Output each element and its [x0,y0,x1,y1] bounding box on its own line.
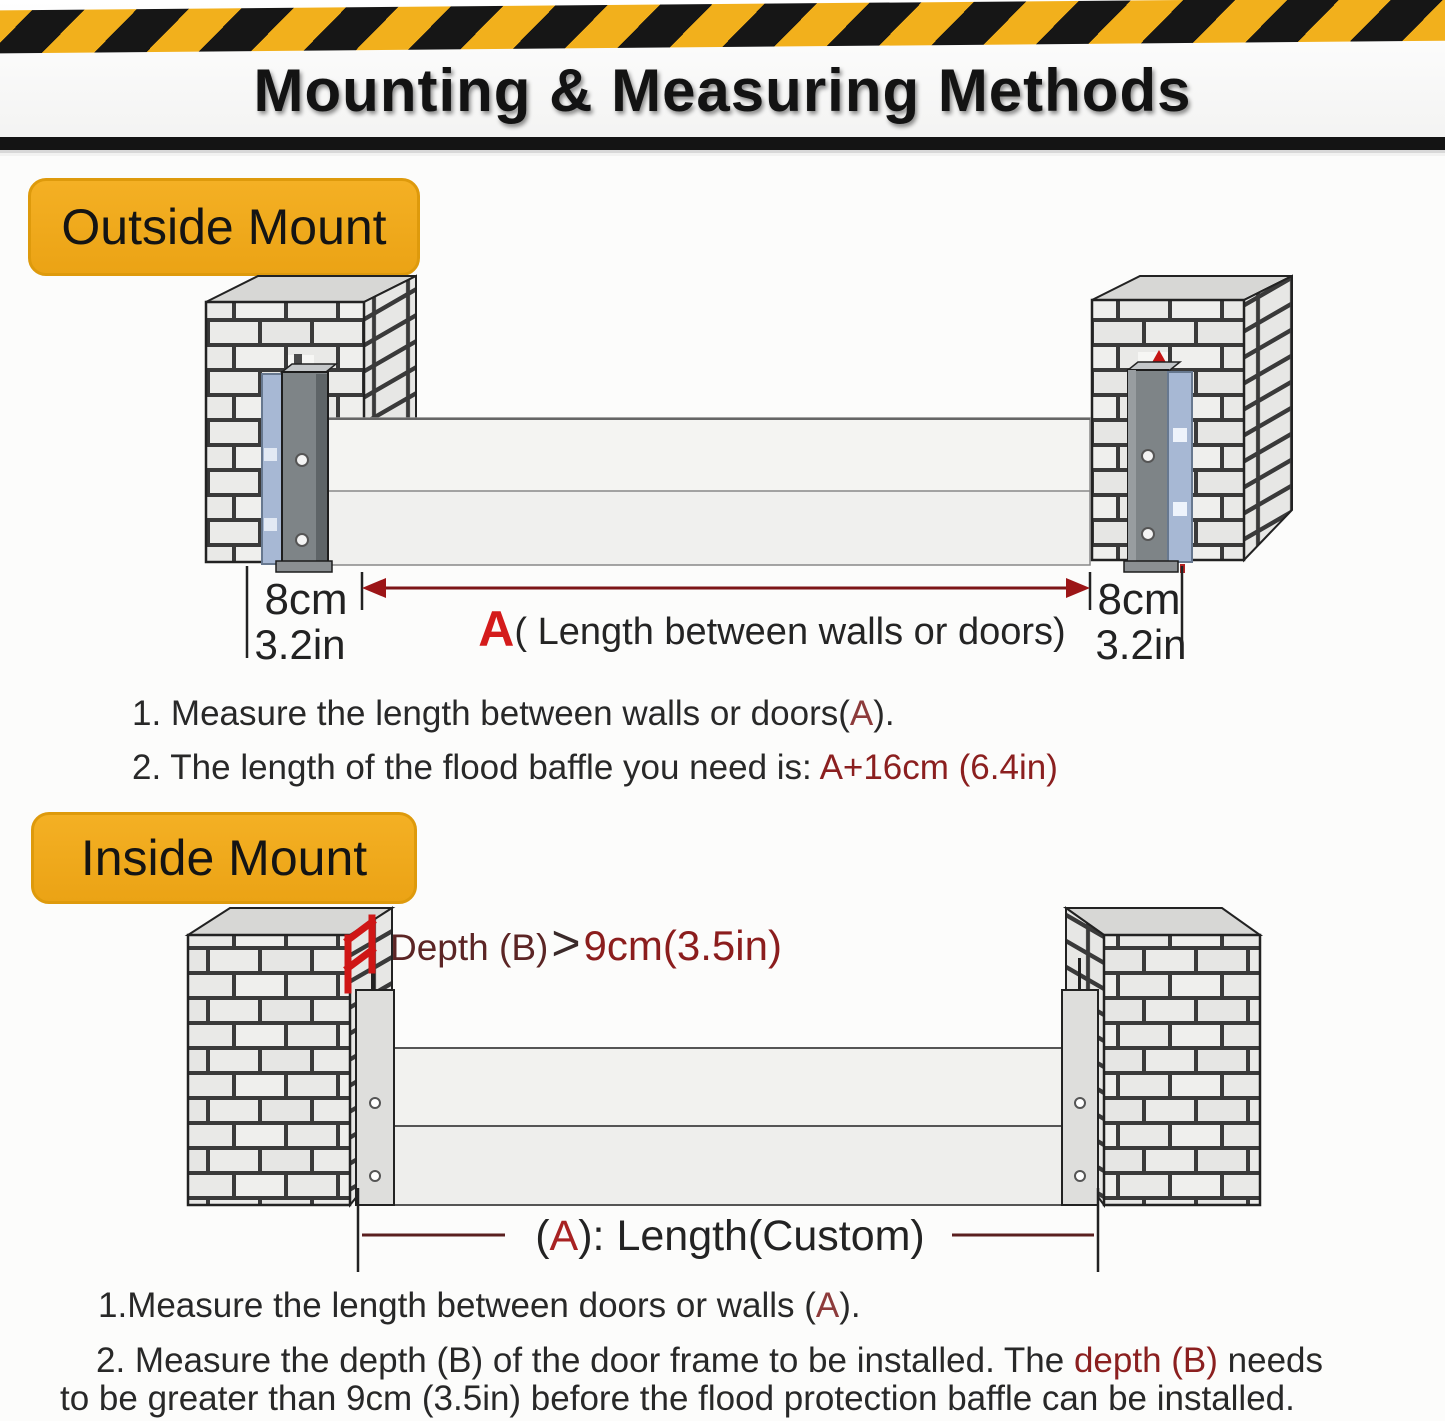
custom-length-caption [480,1212,980,1261]
step-formula: A+16cm (6.4in) [819,748,1058,787]
channel-mark [264,518,277,531]
caption-open: ( [535,1212,550,1260]
outside-mount-label: Outside Mount [28,178,420,276]
inside-right-bracket [1062,958,1098,1205]
screw-hole [296,534,308,546]
channel-mark [1173,502,1187,516]
blue-channel [262,374,282,564]
inside-left-bracket [356,970,394,1205]
screw-hole [1142,528,1154,540]
length-letter: A [478,601,515,657]
bracket-shade [316,374,327,562]
barrier-panel-top [328,418,1090,492]
barrier-panel-bottom [392,1126,1064,1205]
inside-step-2-line-1 [96,1341,1323,1381]
inside-mount-label: Inside Mount [31,812,417,904]
step-text: ). [839,1286,861,1325]
inside-step-2-line-2: to be greater than 9cm (3.5in) before the flood protection baffle can be installed. [60,1379,1295,1418]
outside-right-hardware [1124,350,1192,572]
inside-step-1 [98,1286,861,1326]
anchor-rod [1078,958,1081,992]
step-text: 2. The length of the flood baffle you need is: [132,748,820,787]
caption-letter: A [549,1212,579,1260]
blue-channel [1168,372,1192,562]
depth-value: 9cm(3.5in) [583,922,782,969]
step-text: needs [1217,1341,1324,1380]
banner-bottom-bar [0,137,1445,150]
step-letter: A [815,1286,840,1325]
outside-left-hardware [262,354,336,572]
hazard-stripes-icon [0,0,1445,54]
screw-hole [1075,1098,1085,1108]
arrowhead-left-icon [362,578,386,598]
bracket-cap [1128,362,1180,370]
step-text: 2. Measure the depth (B) of the door frame to be installed. The [96,1341,1074,1380]
pillar-front-face [188,935,350,1205]
screw-hole [1075,1171,1085,1181]
step-text: 1.Measure the length between doors or walls ( [98,1286,816,1325]
channel-mark [1173,428,1187,442]
step-text: 1. Measure the length between walls or doors( [132,694,850,733]
channel-mark [264,448,277,461]
barrier-panel-bottom [328,491,1090,565]
bracket-highlight [1128,370,1136,564]
length-caption-text: ( Length between walls or doors) [514,611,1066,653]
screw-hole [370,1098,380,1108]
left-width-in: 3.2in [254,621,346,668]
depth-requirement-label [390,914,782,972]
length-caption [462,600,1082,658]
page-title: Mounting & Measuring Methods [253,57,1192,124]
step-depth-red: depth (B) [1073,1341,1218,1380]
pillar-side-face [1244,276,1292,560]
hazard-banner [0,0,1445,156]
bracket-foot [276,561,332,572]
right-width-in: 3.2in [1095,621,1187,668]
depth-word: Depth (B) [390,927,549,968]
screw-hole [370,1171,380,1181]
step-text: ). [873,694,895,733]
barrier-panel-top [392,1048,1064,1126]
screw-hole [1142,450,1154,462]
outside-step-1 [132,694,895,734]
pillar-front-face [1104,935,1260,1205]
left-width-cm: 8cm [264,575,348,624]
arrowhead-right-icon [1066,578,1090,598]
banner-underline [0,150,1445,153]
length-dimension-arrow [362,578,1090,598]
right-width-cm: 8cm [1097,575,1181,624]
step-letter: A [849,694,874,733]
caption-rest: ): Length(Custom) [578,1212,925,1260]
inside-barrier-panels [392,1048,1064,1205]
screw-hole [296,454,308,466]
greater-than-sign: > [551,915,581,971]
outside-step-2 [132,748,1058,788]
bracket-foot [1124,561,1178,572]
bracket-cap [282,364,336,372]
outside-barrier-panels [328,418,1090,565]
